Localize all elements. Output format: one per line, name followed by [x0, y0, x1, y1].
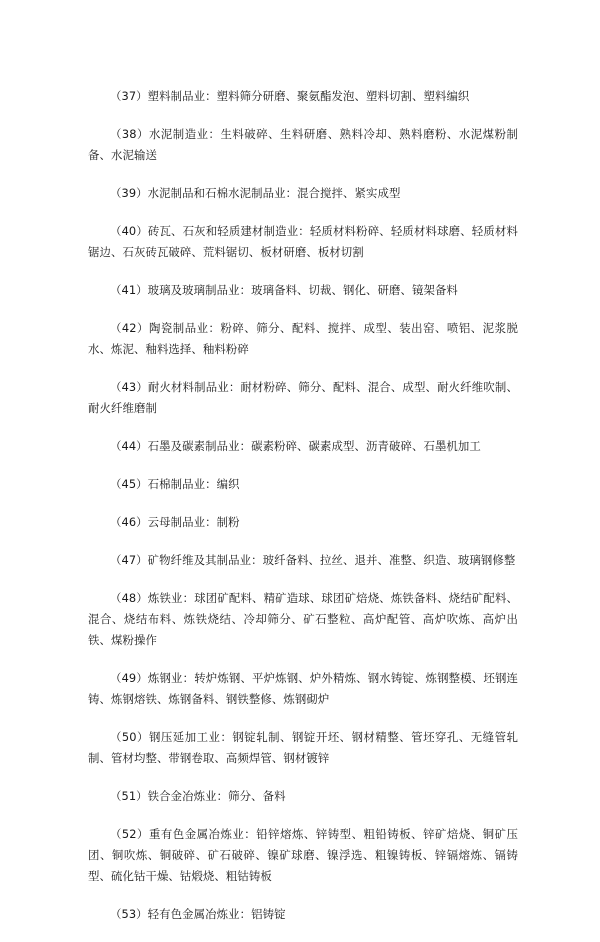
- paragraph-47: [88, 550, 518, 571]
- paragraph-text: 玻纤备料、拉丝、退并、准整、织造、玻璃钢修整: [262, 553, 516, 567]
- paragraph-label: （48）炼铁业：: [110, 591, 195, 605]
- paragraph-label: （50）钢压延加工业：: [110, 730, 233, 744]
- paragraph-label: （51）铁合金冶炼业：: [110, 789, 229, 803]
- document-body: [88, 86, 518, 942]
- paragraph-text: 塑料筛分研磨、聚氨酯发泡、塑料切割、塑料编织: [216, 89, 470, 103]
- paragraph-text: 制粉: [216, 515, 240, 529]
- paragraph-label: （43）耐火材料制品业：: [110, 380, 241, 394]
- paragraph-label: （41）玻璃及玻璃制品业：: [110, 283, 252, 297]
- paragraph-40: [88, 221, 518, 263]
- paragraph-text: 筛分、备料: [228, 789, 286, 803]
- paragraph-label: （52）重有色金属冶炼业：: [110, 827, 257, 841]
- paragraph-text: 球团矿配料、精矿造球、球团矿焙烧、炼铁备料、烧结矿配料、混合、烧结布料、炼铁烧结、冷却筛分、矿石整粒、高炉配管、高炉吹炼、高炉出铁、煤粉操作: [88, 591, 518, 647]
- paragraph-label: （42）陶瓷制品业：: [110, 321, 221, 335]
- paragraph-label: （37）塑料制品业：: [110, 89, 217, 103]
- paragraph-text: 耐材粉碎、筛分、配料、混合、成型、耐火纤维吹制、耐火纤维磨制: [88, 380, 518, 415]
- paragraph-43: [88, 377, 518, 419]
- paragraph-38: [88, 124, 518, 166]
- paragraph-text: 铅锌熔炼、锌铸型、粗铅铸板、锌矿焙烧、铜矿压团、铜吹炼、铜破碎、矿石破碎、镍矿球磨、镍浮选、粗镍铸板、锌镉熔炼、镉铸型、硫化钴干燥、钴煅烧、粗钴铸板: [88, 827, 519, 883]
- paragraph-51: [88, 786, 518, 807]
- paragraph-41: [88, 280, 518, 301]
- paragraph-39: [88, 183, 518, 204]
- paragraph-text: 混合搅拌、紧实成型: [297, 186, 401, 200]
- paragraph-label: （49）炼钢业：: [110, 671, 195, 685]
- paragraph-text: 碳素粉碎、碳素成型、沥青破碎、石墨机加工: [251, 439, 481, 453]
- paragraph-text: 生料破碎、生料研磨、熟料冷却、熟料磨粉、水泥煤粉制备、水泥输送: [88, 127, 518, 162]
- paragraph-label: （45）石棉制品业：: [110, 477, 217, 491]
- paragraph-label: （44）石墨及碳素制品业：: [110, 439, 252, 453]
- paragraph-49: [88, 668, 518, 710]
- paragraph-label: （53）轻有色金属冶炼业：: [110, 907, 252, 921]
- paragraph-50: [88, 727, 518, 769]
- paragraph-text: 编织: [216, 477, 240, 491]
- paragraph-text: 粉碎、筛分、配料、搅拌、成型、装出窑、喷铝、泥浆脱水、炼泥、釉料选择、釉料粉碎: [88, 321, 518, 356]
- paragraph-label: （38）水泥制造业：: [110, 127, 221, 141]
- paragraph-52: [88, 824, 518, 887]
- paragraph-46: [88, 512, 518, 533]
- paragraph-44: [88, 436, 518, 457]
- paragraph-text: 铝铸锭: [251, 907, 286, 921]
- paragraph-label: （39）水泥制品和石棉水泥制品业：: [110, 186, 298, 200]
- paragraph-37: [88, 86, 518, 107]
- paragraph-text: 钢锭轧制、钢锭开坯、钢材精整、管坯穿孔、无缝管轧制、管材均整、带钢卷取、高频焊管、钢材镀锌: [88, 730, 518, 765]
- paragraph-text: 转炉炼钢、平炉炼钢、炉外精炼、钢水铸锭、炼钢整模、坯钢连铸、炼钢熔铁、炼钢备料、钢铁整修、炼钢砌炉: [88, 671, 518, 706]
- paragraph-42: [88, 318, 518, 360]
- paragraph-text: 轻质材料粉碎、轻质材料球磨、轻质材料锯边、石灰砖瓦破碎、荒料锯切、板材研磨、板材切割: [88, 224, 518, 259]
- paragraph-53: [88, 904, 518, 925]
- paragraph-45: [88, 474, 518, 495]
- paragraph-label: （47）矿物纤维及其制品业：: [110, 553, 263, 567]
- paragraph-48: [88, 588, 518, 651]
- paragraph-label: （46）云母制品业：: [110, 515, 217, 529]
- paragraph-label: （40）砖瓦、石灰和轻质建材制造业：: [110, 224, 310, 238]
- paragraph-text: 玻璃备料、切裁、钢化、研磨、镜架备料: [251, 283, 458, 297]
